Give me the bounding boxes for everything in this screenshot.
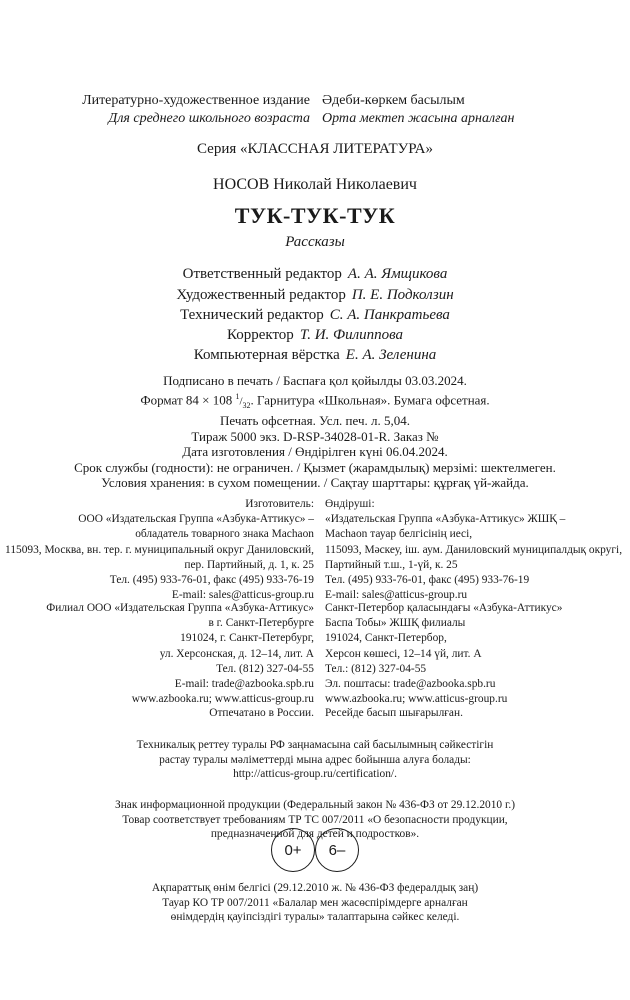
info-product-mark-kz: Ақпараттық өнім белгісі (29.12.2010 ж. № 436-ФЗ федералдық заң) Тауар КО ТР 007/2011 «Балалар мен жасөспірімдерге арналған өнімдердің қауіпсіздігі туралы» талаптарына сәйкес келеді. xyxy=(151,882,479,924)
credit-name: С. А. Панкратьева xyxy=(329,307,450,323)
print-info xyxy=(0,373,630,491)
manufacturer-kz: Өндіруші: «Издательская Группа «Азбука-Аттикус» ЖШҚ – Machaon тауар белгісінің иесі, 115093, Мәскеу, іш. аум. Даниловский муниципалдық округі, Партийный т.ш., 1-үй, к. 25 Тел. (495) 933-76-01, факс (495) 933-76-19 E-mail: sales@atticus-group.ru xyxy=(325,498,623,602)
credit-name: А. А. Ямщикова xyxy=(347,266,448,282)
edition-type-ru: Литературно-художественное издание xyxy=(82,93,310,108)
signed-date: Подписано в печать / Баспаға қол қойылды 03.03.2024. xyxy=(163,373,467,388)
book-subtitle: Рассказы xyxy=(285,234,345,250)
credit-name: П. Е. Подколзин xyxy=(351,287,454,303)
shelf-life: Срок службы (годности): не ограничен. / Қызмет (жарамдылық) мерзімі: шектелмеген. xyxy=(74,459,556,475)
printed-in-ru: Отпечатано в России. xyxy=(209,707,314,719)
credit-row xyxy=(0,266,630,283)
audience-kz: Орта мектеп жасына арналған xyxy=(322,111,515,126)
header-right xyxy=(322,92,514,128)
print-run: Тираж 5000 экз. D-RSP-34028-01-R. Заказ № xyxy=(191,428,439,444)
credit-role: Художественный редактор xyxy=(176,287,346,303)
series-line xyxy=(0,141,630,158)
storage-conditions: Условия хранения: в сухом помещении. / Сақтау шарттары: құрғақ үй-жайда. xyxy=(101,475,529,491)
header-left xyxy=(82,92,310,128)
series-name: «КЛАССНАЯ ЛИТЕРАТУРА» xyxy=(240,141,434,157)
print-type: Печать офсетная. Усл. печ. л. 5,04. xyxy=(219,413,410,429)
manufacturer-ru: Изготовитель: ООО «Издательская Группа «Азбука-Аттикус» – обладатель товарного знака Machaon 115093, Москва, вн. тер. г. муниципальный округ Даниловский, пер. Партийный, д. 1, к. 25 Тел. (495) 933-76-01, факс (495) 933-76-19 E-mail: sales@atticus-group.ru xyxy=(5,498,314,602)
format-line: Формат 84 × 108 $^1/_{32}$. Гарнитура «Школьная». Бумага офсетная. xyxy=(140,391,490,410)
book-title: ТУК-ТУК-ТУК xyxy=(234,203,396,228)
age-rating-badge-6 xyxy=(315,828,359,872)
age-rating-6-text: 6– xyxy=(328,841,346,859)
author: НОСОВ Николай Николаевич xyxy=(213,176,417,193)
credit-name: Е. А. Зеленина xyxy=(345,347,437,363)
branch-ru: Филиал ООО «Издательская Группа «Азбука-Аттикус» в г. Санкт-Петербурге 191024, г. Санкт-Петербург, ул. Херсонская, д. 12–14, лит. А Тел. (812) 327-04-55 E-mail: trade@azbooka.spb.ru www.azbooka.ru; www.atticus-group.ru xyxy=(46,602,314,706)
credit-role: Корректор xyxy=(226,327,294,343)
age-rating-badge-0 xyxy=(271,828,315,872)
age-rating-0-text: 0+ xyxy=(284,841,302,859)
credit-role: Компьютерная вёрстка xyxy=(193,347,340,363)
credit-role: Технический редактор xyxy=(180,307,324,323)
credit-role: Ответственный редактор xyxy=(182,266,342,282)
info-product-mark: Знак информационной продукции (Федеральный закон № 436-ФЗ от 29.12.2010 г.) Товар соответствует требованиям ТР ТС 007/2011 «О безопасности продукции, предназначенной для детей и подростков». xyxy=(114,799,516,841)
credit-row xyxy=(0,327,630,344)
audience-ru: Для среднего школьного возраста xyxy=(108,111,310,126)
credit-row xyxy=(0,287,630,304)
tech-regulation: Техникалық реттеу туралы РФ заңнамасына сай басылымның сәйкестігін растау туралы мәліметтерді мына адрес бойынша алуға болады: http://atticus-group.ru/certification/. xyxy=(136,739,494,781)
credit-row xyxy=(0,347,630,364)
manufacture-date: Дата изготовления / Өндірілген күні 06.04.2024. xyxy=(182,444,448,460)
printed-in-kz: Ресейде басып шығарылған. xyxy=(325,707,463,719)
series-prefix: Серия xyxy=(196,141,237,157)
branch-kz: Санкт-Петербор қаласындағы «Азбука-Аттикус» Баспа Тобы» ЖШҚ филиалы 191024, Санкт-Петербор, Херсон көшесі, 12–14 үй, лит. А Тел.: (812) 327-04-55 Эл. поштасы: trade@azbooka.spb.ru www.azbooka.ru; www.atticus-group.ru xyxy=(325,602,563,706)
credit-name: Т. И. Филиппова xyxy=(299,327,404,343)
credit-row xyxy=(0,307,630,324)
edition-type-kz: Әдеби-көркем басылым xyxy=(322,93,465,108)
